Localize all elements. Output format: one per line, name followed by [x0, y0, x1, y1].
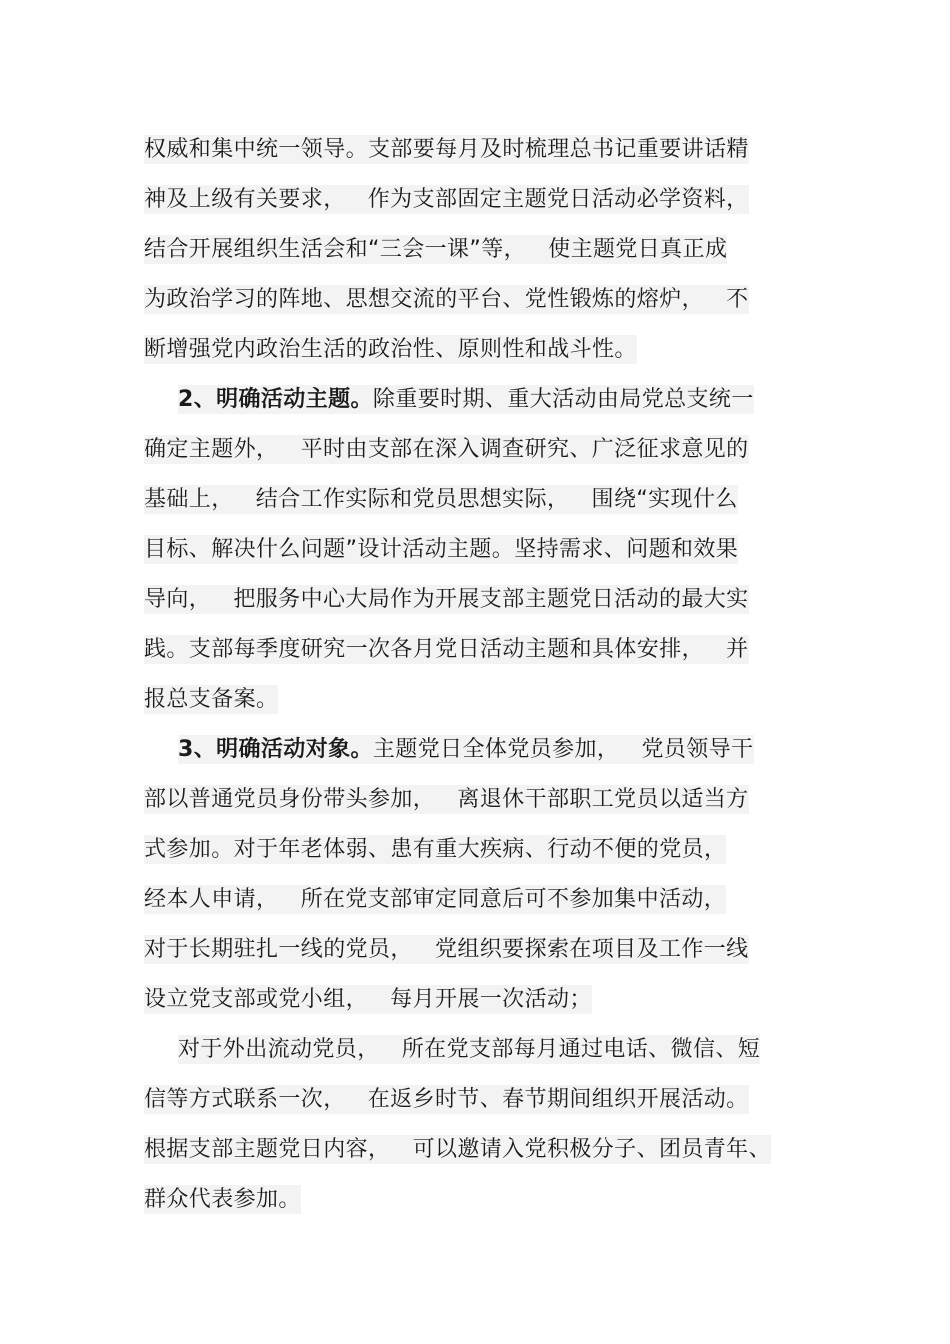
text-run: 设立党支部或党小组， 每月开展一次活动； — [144, 987, 592, 1012]
paragraph-3-line-1 — [178, 732, 754, 768]
paragraph-2-line-1 — [178, 382, 754, 418]
text-run: 神及上级有关要求， 作为支部固定主题党日活动必学资料， — [144, 187, 749, 212]
paragraph-1-line-1 — [144, 132, 749, 168]
text-run: 为政治学习的阵地、思想交流的平台、党性锻炼的熔炉， 不 — [144, 287, 749, 312]
text-run: 报总支备案。 — [144, 687, 279, 712]
text-run: 导向， 把服务中心大局作为开展支部主题党日活动的最大实 — [144, 587, 749, 612]
section-heading: 3、明确活动对象。 — [178, 737, 373, 762]
text-run: 群众代表参加。 — [144, 1187, 301, 1212]
text-run: 信等方式联系一次， 在返乡时节、春节期间组织开展活动。 — [144, 1087, 749, 1112]
paragraph-3-line-3 — [144, 832, 726, 868]
text-run: 断增强党内政治生活的政治性、原则性和战斗性。 — [144, 337, 637, 362]
paragraph-2-line-5 — [144, 582, 749, 618]
paragraph-2-line-2 — [144, 432, 749, 468]
paragraph-2-line-6 — [144, 632, 749, 668]
text-run: 践。支部每季度研究一次各月党日活动主题和具体安排， 并 — [144, 637, 749, 662]
paragraph-1-line-4 — [144, 282, 749, 318]
text-run: 经本人申请， 所在党支部审定同意后可不参加集中活动， — [144, 887, 727, 912]
paragraph-3-line-6 — [144, 982, 592, 1018]
text-run: 根据支部主题党日内容， 可以邀请入党积极分子、团员青年、 — [144, 1137, 771, 1162]
paragraph-4-line-1 — [178, 1032, 760, 1068]
text-run: 确定主题外， 平时由支部在深入调查研究、广泛征求意见的 — [144, 437, 749, 462]
paragraph-4-line-4 — [144, 1182, 301, 1218]
text-run: 式参加。对于年老体弱、患有重大疾病、行动不便的党员， — [144, 837, 727, 862]
text-run: 结合开展组织生活会和“三会一课”等， 使主题党日真正成 — [144, 237, 728, 262]
paragraph-3-line-2 — [144, 782, 749, 818]
paragraph-1-line-2 — [144, 182, 749, 218]
paragraph-1-line-3 — [144, 232, 727, 268]
text-run: 主题党日全体党员参加， 党员领导干 — [372, 737, 754, 762]
paragraph-3-line-4 — [144, 882, 726, 918]
paragraph-4-line-3 — [144, 1132, 771, 1168]
paragraph-2-line-3 — [144, 482, 738, 518]
paragraph-4-line-2 — [144, 1082, 749, 1118]
text-run: 目标、解决什么问题”设计活动主题。坚持需求、问题和效果 — [144, 537, 739, 562]
text-run: 基础上， 结合工作实际和党员思想实际， 围绕“实现什么 — [144, 487, 738, 512]
text-run: 除重要时期、重大活动由局党总支统一 — [372, 387, 754, 412]
text-run: 部以普通党员身份带头参加， 离退休干部职工党员以适当方 — [144, 787, 749, 812]
section-heading: 2、明确活动主题。 — [178, 387, 373, 412]
text-run: 对于外出流动党员， 所在党支部每月通过电话、微信、短 — [178, 1037, 761, 1062]
text-run: 对于长期驻扎一线的党员， 党组织要探索在项目及工作一线 — [144, 937, 749, 962]
paragraph-2-line-4 — [144, 532, 738, 568]
paragraph-2-line-7 — [144, 682, 278, 718]
paragraph-1-line-5 — [144, 332, 637, 368]
text-run: 权威和集中统一领导。支部要每月及时梳理总书记重要讲话精 — [144, 137, 749, 162]
paragraph-3-line-5 — [144, 932, 749, 968]
